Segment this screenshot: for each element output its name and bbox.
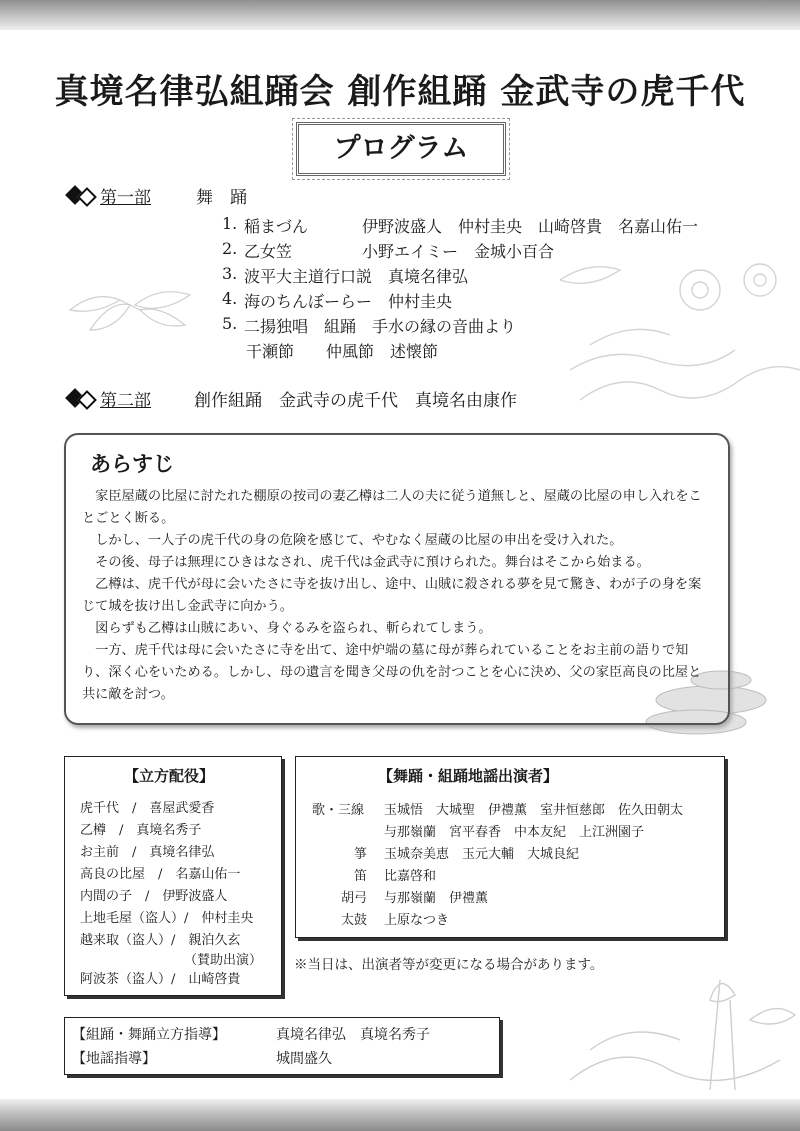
list-item-number: 3. — [222, 264, 238, 283]
cast-row: 内間の子 / 伊野波盛人 — [80, 889, 228, 904]
guidance-label: 【地謡指導】 — [72, 1051, 156, 1067]
performer-names: 与那嶺蘭 宮平春香 中本友紀 上江洲園子 — [384, 825, 645, 840]
guidance-label: 【組踊・舞踊立方指導】 — [72, 1027, 226, 1043]
program-heading: プログラム — [296, 122, 506, 176]
list-item-performers: 伊野波盛人 仲村圭央 山崎啓貴 名嘉山佑一 — [362, 217, 699, 236]
bottom-decorative-band — [0, 1099, 800, 1131]
list-item-title: 稲まづん — [244, 217, 309, 236]
cast-row-note: （賛助出演） — [184, 953, 263, 968]
cast-row: 乙樽 / 真境名秀子 — [80, 823, 202, 838]
change-notice: ※当日は、出演者等が変更になる場合があります。 — [294, 957, 604, 973]
page-title: 真境名律弘組踊会 創作組踊 金武寺の虎千代 — [54, 72, 746, 112]
performer-names: 玉城悟 大城聖 伊禮薫 室井恒慈郎 佐久田朝太 — [384, 803, 684, 818]
synopsis-paragraph: その後、母子は無理にひきはなされ、虎千代は金武寺に預けられた。舞台はそこから始まる。 — [82, 555, 650, 570]
part2-label: 第二部 — [100, 391, 151, 411]
synopsis-paragraph: しかし、一人子の虎千代の身の危険を感じて、やむなく屋蔵の比屋の申出を受け入れた。 — [82, 533, 623, 548]
list-item-number: 1. — [222, 214, 238, 233]
cast-row: 越来取（盗人）/ 親泊久玄 — [80, 933, 241, 948]
bamboo-leaf-decoration-left — [60, 270, 200, 360]
synopsis-paragraph: 一方、虎千代は母に会いたさに寺を出て、途中炉端の墓に母が葬られていることをお主前の語りで知り、深く心をいためる。しかし、母の遺言を聞き父母の仇を討つことを心に決め、父の家臣高良の比屋と共に敵を討つ。 — [82, 643, 702, 703]
performer-names: 与那嶺蘭 伊禮薫 — [384, 891, 489, 906]
performer-names: 玉城奈美恵 玉元大輔 大城良紀 — [384, 847, 580, 862]
cast-title: 【立方配役】 — [124, 767, 215, 785]
performer-role: 箏 — [354, 847, 368, 862]
performer-names: 上原なつき — [384, 913, 450, 928]
cast-row: 上地毛屋（盗人）/ 仲村圭央 — [80, 911, 254, 926]
guidance-names: 真境名律弘 真境名秀子 — [276, 1027, 430, 1043]
performers-title: 【舞踊・組踊地謡出演者】 — [378, 767, 559, 785]
performer-role: 歌・三線 — [312, 803, 365, 818]
cast-row: 高良の比屋 / 名嘉山佑一 — [80, 867, 241, 882]
list-item-number: 2. — [222, 239, 238, 258]
part2-text: 創作組踊 金武寺の虎千代 真境名由康作 — [194, 391, 517, 411]
cast-row: お主前 / 真境名律弘 — [80, 845, 215, 860]
top-decorative-band — [0, 0, 800, 30]
performer-role: 笛 — [354, 869, 368, 884]
guidance-names: 城間盛久 — [276, 1051, 332, 1067]
list-item-continuation: 干瀬節 仲風節 述懐節 — [246, 342, 439, 361]
list-item-title: 波平大主道行口説 真境名律弘 — [244, 267, 469, 286]
iris-wave-decoration-bottom-right — [560, 960, 800, 1100]
synopsis-paragraph: 家臣屋蔵の比屋に討たれた棚原の按司の妻乙樽は二人の夫に従う道無しと、屋蔵の比屋の申し入れをことごとく断る。 — [82, 489, 702, 527]
cast-row: 虎千代 / 喜屋武愛香 — [80, 801, 215, 816]
list-item-performers: 小野エイミー 金城小百合 — [362, 242, 555, 261]
performer-role: 胡弓 — [341, 891, 368, 906]
cast-row: 阿波茶（盗人）/ 山崎啓貴 — [80, 972, 241, 987]
list-item-title: 乙女笠 — [244, 242, 293, 261]
part1-genre: 舞 踊 — [196, 188, 247, 208]
list-item-number: 5. — [222, 314, 238, 333]
wave-flower-decoration-right — [560, 250, 800, 420]
list-item-title: 二揚独唱 組踊 手水の縁の音曲より — [244, 317, 517, 336]
performer-role: 太鼓 — [341, 913, 368, 928]
synopsis-title: あらすじ — [90, 452, 174, 476]
synopsis-paragraph: 図らずも乙樽は山賊にあい、身ぐるみを盗られ、斬られてしまう。 — [82, 621, 492, 636]
synopsis-paragraph: 乙樽は、虎千代が母に会いたさに寺を抜け出し、途中、山賊に殺される夢を見て驚き、わが子の身を案じて城を抜け出し金武寺に向かう。 — [82, 577, 702, 615]
part1-label: 第一部 — [100, 188, 151, 208]
list-item-title: 海のちんぼーらー 仲村圭央 — [244, 292, 453, 311]
performer-names: 比嘉啓和 — [384, 869, 437, 884]
list-item-number: 4. — [222, 289, 238, 308]
